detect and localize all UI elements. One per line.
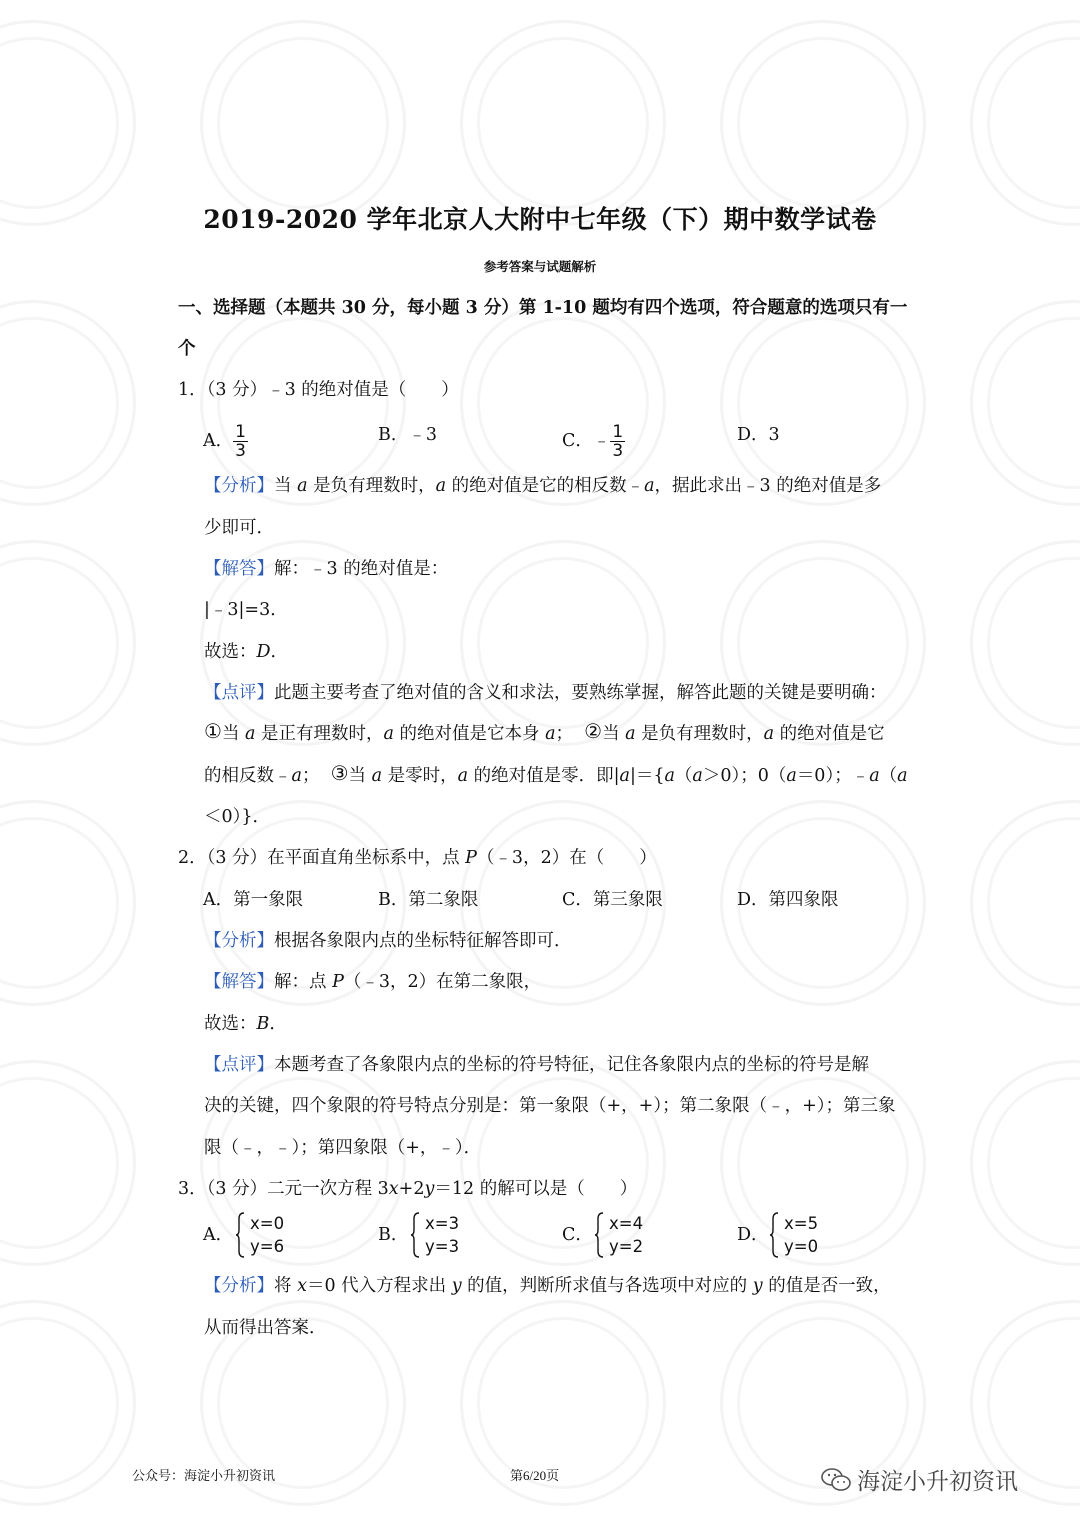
var: a — [897, 766, 908, 786]
numerator: 1 — [612, 422, 624, 442]
question-2-option-c: C．第三象限 — [562, 890, 663, 910]
watermark-seal — [0, 20, 136, 226]
watermark-seal — [460, 1300, 666, 1506]
text: ； — [555, 724, 574, 744]
question-1-analysis — [204, 474, 881, 498]
question-2-stem — [178, 846, 657, 870]
var: a — [457, 766, 469, 786]
text: 根据各象限内点的坐标特征解答即可． — [274, 931, 572, 951]
var: P — [332, 972, 344, 992]
question-2-comment-line3: 限（﹣，﹣）；第四象限（+，﹣）． — [204, 1138, 482, 1158]
var: a — [435, 476, 447, 496]
comment-tag: 【点评】 — [204, 683, 274, 703]
answer-tag: 【解答】 — [204, 559, 274, 579]
text: 的值是否一致， — [762, 1276, 891, 1296]
brace-icon — [411, 1212, 421, 1258]
footer-account: 公众号：海淀小升初资讯 — [132, 1468, 276, 1483]
text: ； — [301, 766, 320, 786]
text: 当 — [348, 766, 372, 786]
question-1-option-b: B．﹣3 — [378, 425, 437, 445]
question-3-option-a-label: A． — [203, 1225, 234, 1245]
var: y — [752, 1276, 763, 1296]
question-1-answer-math: |﹣3|=3． — [204, 600, 288, 620]
var: y — [424, 1179, 435, 1199]
text: （ — [674, 766, 693, 786]
question-1-comment-line3 — [204, 761, 908, 788]
text: 是负有理数时， — [635, 724, 764, 744]
question-2-comment-line2: 决的关键，四个象限的符号特点分别是：第一象限（+，+）；第二象限（﹣，+）；第三象 — [204, 1096, 896, 1116]
var: x — [388, 1179, 399, 1199]
text: 3．（3 分）二元一次方程 3 — [178, 1179, 389, 1199]
text: 故选： — [204, 1014, 257, 1034]
wechat-icon — [821, 1467, 851, 1493]
watermark-seal — [200, 20, 406, 226]
question-2-comment — [204, 1053, 869, 1077]
question-2-option-a: A．第一象限 — [203, 890, 304, 910]
page-subtitle: 参考答案与试题解析 — [483, 259, 597, 274]
footer-logo-text: 海淀小升初资讯 — [857, 1469, 1018, 1495]
question-2-option-d: D．第四象限 — [737, 890, 839, 910]
text: （﹣3，2）在第二象限， — [343, 972, 542, 992]
text: ． — [270, 642, 289, 662]
equation: x=0 — [250, 1214, 285, 1233]
question-3-analysis — [204, 1274, 891, 1298]
text: +2 — [398, 1179, 425, 1199]
watermark-seal — [0, 800, 136, 1006]
question-1-stem: 1．（3 分）﹣3 的绝对值是（ ） — [178, 380, 459, 400]
watermark-seal — [460, 540, 666, 746]
text: （﹣3，2）在（ ） — [476, 848, 657, 868]
circled-number: ① — [204, 719, 222, 743]
var: a — [545, 724, 556, 744]
var: x — [297, 1276, 307, 1296]
watermark-seal — [460, 20, 666, 226]
text: ＝12 的解可以是（ ） — [434, 1179, 638, 1199]
question-3-option-c-label: C． — [562, 1225, 593, 1245]
question-1-comment-line2 — [204, 719, 885, 746]
numerator: 1 — [235, 422, 246, 442]
watermark-seal — [970, 800, 1080, 1006]
equation: y=6 — [250, 1237, 285, 1256]
var: a — [786, 766, 797, 786]
page-title: 2019-2020 学年北京人大附中七年级（下）期中数学试卷 — [203, 205, 877, 234]
brace-icon — [595, 1212, 605, 1258]
var: a — [692, 766, 703, 786]
text: 当 — [274, 476, 298, 496]
option-label: C．﹣ — [562, 431, 611, 451]
text: ． — [269, 1014, 287, 1034]
question-1-comment-line4: ＜0）}． — [204, 807, 271, 827]
text: 的相反数﹣ — [204, 766, 292, 786]
text: 故选： — [204, 642, 257, 662]
text: |＝{ — [629, 766, 665, 786]
text: 的绝对值是它本身 — [393, 724, 546, 744]
circled-number: ② — [584, 719, 603, 743]
text: ＝0 代入方程求出 — [306, 1276, 452, 1296]
text: 将 — [274, 1276, 298, 1296]
text: 的绝对值是它 — [774, 724, 885, 744]
question-3-analysis-cont: 从而得出答案． — [204, 1318, 327, 1338]
equation: y=2 — [609, 1237, 644, 1256]
watermark-seal — [0, 300, 136, 506]
fraction — [233, 423, 248, 460]
watermark-seal — [970, 20, 1080, 226]
var: a — [297, 476, 308, 496]
text: 的值，判断所求值与各选项中对应的 — [461, 1276, 753, 1296]
question-3-option-b-label: B． — [378, 1225, 409, 1245]
text: 解：点 — [274, 972, 333, 992]
text: 此题主要考查了绝对值的含义和求法，要熟练掌握，解答此题的关键是要明确： — [274, 683, 887, 703]
choice-letter: D — [256, 642, 271, 662]
question-1-analysis-cont: 少即可． — [204, 518, 274, 538]
watermark-seal — [970, 1060, 1080, 1266]
equation: x=4 — [609, 1214, 644, 1233]
var: a — [383, 724, 394, 744]
var: a — [371, 766, 383, 786]
analysis-tag: 【分析】 — [204, 1276, 274, 1296]
var: a — [625, 724, 636, 744]
footer-page-number: 第6/20页 — [510, 1468, 560, 1483]
equation: x=3 — [425, 1214, 460, 1233]
text: 本题考查了各象限内点的坐标的符号特征，记住各象限内点的坐标的符号是解 — [274, 1055, 869, 1075]
choice-letter: B — [256, 1014, 270, 1034]
watermark-seal — [970, 540, 1080, 746]
question-3-option-d-label: D． — [737, 1225, 769, 1245]
watermark-seal — [720, 20, 926, 226]
denominator: 3 — [235, 441, 246, 461]
question-2-choice — [204, 1012, 287, 1036]
text: ＝0）；﹣ — [796, 766, 870, 786]
denominator: 3 — [612, 441, 624, 461]
equation: y=3 — [425, 1237, 460, 1256]
watermark-seal — [0, 540, 136, 746]
equation: x=5 — [784, 1214, 819, 1233]
question-2-analysis — [204, 929, 572, 953]
question-2-answer — [204, 970, 541, 994]
brace-icon — [236, 1212, 246, 1258]
analysis-tag: 【分析】 — [204, 931, 274, 951]
question-1-choice — [204, 640, 288, 664]
watermark-seal — [720, 540, 926, 746]
var: a — [291, 766, 302, 786]
text: 解：﹣3 的绝对值是： — [274, 559, 449, 579]
question-3-stem — [178, 1177, 637, 1201]
watermark-seal — [970, 300, 1080, 506]
text: 当 — [221, 724, 246, 744]
text: 2．（3 分）在平面直角坐标系中，点 — [178, 848, 466, 868]
text: 当 — [602, 724, 626, 744]
section-heading-cont: 个 — [178, 339, 196, 359]
question-1-option-a — [203, 423, 248, 460]
question-1-option-c — [562, 423, 625, 460]
var: a — [619, 766, 630, 786]
answer-tag: 【解答】 — [204, 972, 274, 992]
var: a — [245, 724, 256, 744]
var: P — [465, 848, 477, 868]
text: （ — [879, 766, 898, 786]
text: ＞0）；0（ — [702, 766, 787, 786]
watermark-seal — [0, 1300, 136, 1506]
text: 是正有理数时， — [255, 724, 384, 744]
comment-tag: 【点评】 — [204, 1055, 274, 1075]
question-1-option-d: D．3 — [737, 425, 780, 445]
var: y — [451, 1276, 462, 1296]
question-2-option-b: B．第二象限 — [378, 890, 479, 910]
analysis-tag: 【分析】 — [204, 476, 274, 496]
section-heading: 一、选择题（本题共 30 分，每小题 3 分）第 1-10 题均有四个选项，符合题意的选项只有一 — [178, 298, 908, 318]
question-1-answer — [204, 557, 448, 581]
var: a — [763, 724, 775, 744]
var: a — [644, 476, 655, 496]
fraction — [610, 423, 625, 460]
option-label: A． — [203, 431, 234, 451]
brace-icon — [770, 1212, 780, 1258]
footer-logo — [821, 1463, 1018, 1496]
var: a — [869, 766, 880, 786]
watermark-seal — [0, 1060, 136, 1266]
text: 是负有理数时， — [307, 476, 436, 496]
text: 是零时， — [382, 766, 458, 786]
circled-number: ③ — [330, 761, 349, 785]
question-1-comment — [204, 681, 887, 705]
equation: y=0 — [784, 1237, 819, 1256]
text: 的绝对值是它的相反数﹣ — [446, 476, 645, 496]
text: 的绝对值是零．即| — [468, 766, 620, 786]
var: a — [664, 766, 675, 786]
text: ，据此求出﹣3 的绝对值是多 — [654, 476, 882, 496]
